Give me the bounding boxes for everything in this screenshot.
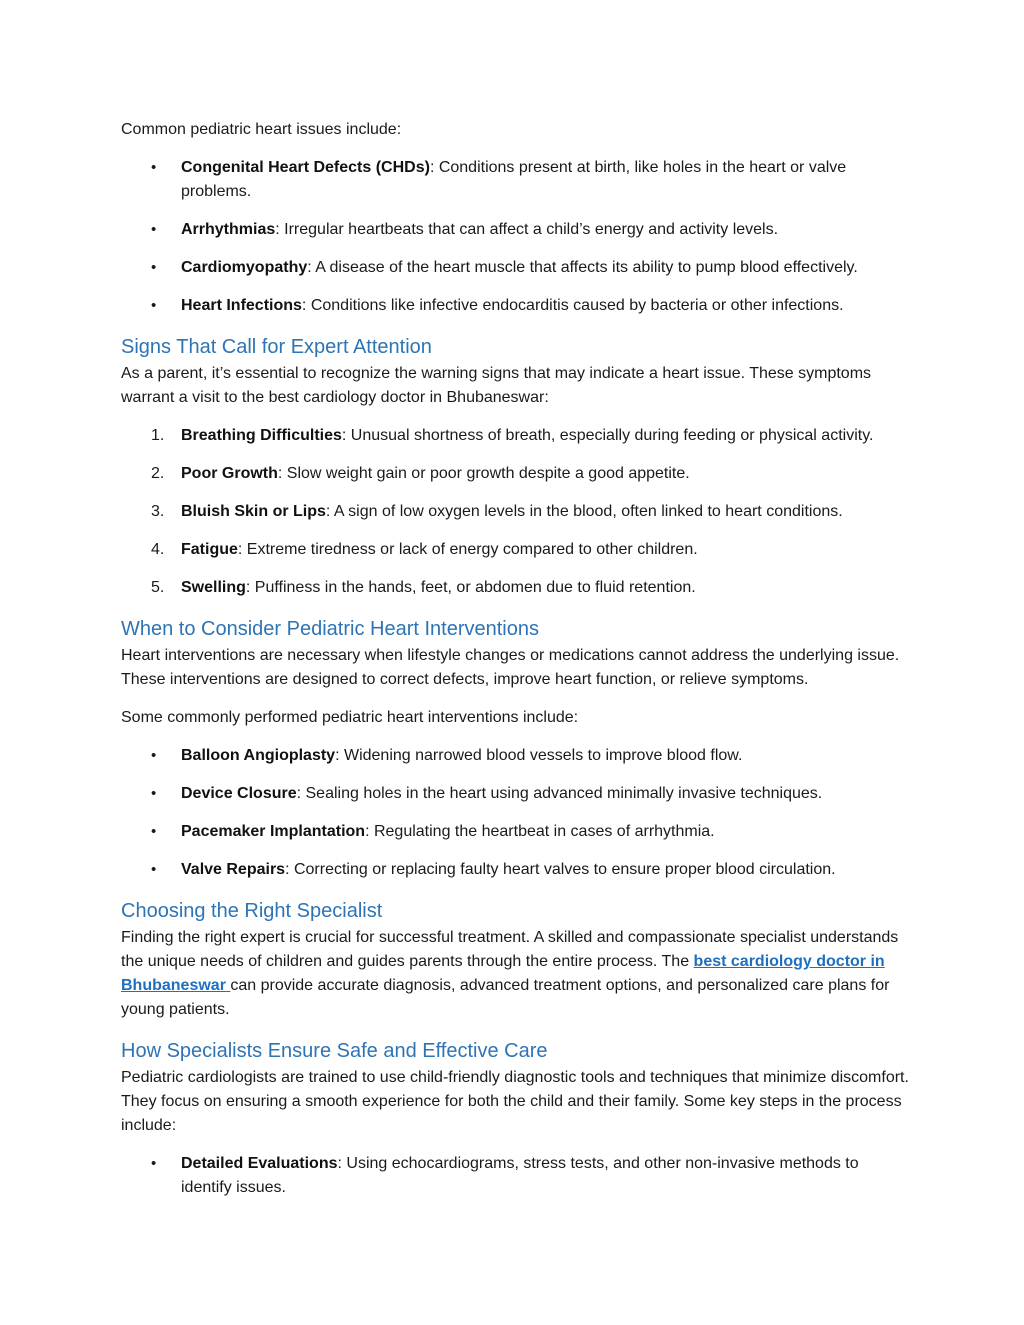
list-item: • Congenital Heart Defects (CHDs): Conditions present at birth, like holes in the heart or valve problems. <box>121 156 911 204</box>
care-list <box>121 1152 911 1200</box>
issues-list <box>121 156 911 318</box>
bullet: • <box>151 747 157 764</box>
specialist-section <box>121 898 911 1022</box>
list-item: • Heart Infections: Conditions like infective endocarditis caused by bacteria or other infections. <box>121 294 911 318</box>
section-heading: How Specialists Ensure Safe and Effective Care <box>121 1040 548 1062</box>
bullet: • <box>151 785 157 802</box>
list-item: • Cardiomyopathy: A disease of the heart muscle that affects its ability to pump blood effectively. <box>121 256 911 280</box>
bullet: • <box>151 259 157 276</box>
section-heading: When to Consider Pediatric Heart Interventions <box>121 618 539 640</box>
bullet: • <box>151 823 157 840</box>
section-heading: Signs That Call for Expert Attention <box>121 336 432 358</box>
interventions-list <box>121 744 911 882</box>
list-item: • Balloon Angioplasty: Widening narrowed blood vessels to improve blood flow. <box>121 744 911 768</box>
list-item: • Arrhythmias: Irregular heartbeats that can affect a child’s energy and activity levels. <box>121 218 911 242</box>
document-page <box>121 118 911 1200</box>
section-text: Heart interventions are necessary when lifestyle changes or medications cannot address the underlying issue. These interventions are designed to correct defects, improve heart function, or relieve symptoms. <box>121 647 900 688</box>
list-item: • Detailed Evaluations: Using echocardiograms, stress tests, and other non-invasive methods to identify issues. <box>121 1152 911 1200</box>
list-item: 2. Poor Growth: Slow weight gain or poor growth despite a good appetite. <box>151 465 690 482</box>
care-section <box>121 1038 911 1138</box>
section-text: Some commonly performed pediatric heart interventions include: <box>121 709 579 726</box>
list-item: • Valve Repairs: Correcting or replacing faulty heart valves to ensure proper blood circulation. <box>121 858 911 882</box>
list-item: • Pacemaker Implantation: Regulating the heartbeat in cases of arrhythmia. <box>121 820 911 844</box>
signs-list <box>121 424 911 600</box>
intro-text: Common pediatric heart issues include: <box>121 121 402 138</box>
list-item: • Device Closure: Sealing holes in the heart using advanced minimally invasive techniques. <box>121 782 911 806</box>
section-text: Pediatric cardiologists are trained to use child-friendly diagnostic tools and techniques that minimize discomfort. They focus on ensuring a smooth experience for both the child and their family. Some key steps in the process include: <box>121 1069 909 1134</box>
bullet: • <box>151 1155 157 1172</box>
section-text: As a parent, it’s essential to recognize the warning signs that may indicate a heart issue. These symptoms warrant a visit to the best cardiology doctor in Bhubaneswar: <box>121 365 872 406</box>
interventions-section <box>121 616 911 692</box>
signs-section <box>121 334 911 410</box>
bullet: • <box>151 297 157 314</box>
section-text: Finding the right expert is crucial for successful treatment. A skilled and compassionate specialist understands the unique needs of children and guides parents through the entire process. The best cardiology doctor in Bhubaneswar can provide accurate diagnosis, advanced treatment options, and personalized care plans for young patients. <box>121 929 899 1018</box>
section-heading: Choosing the Right Specialist <box>121 900 383 922</box>
bullet: • <box>151 221 157 238</box>
list-item: 4. Fatigue: Extreme tiredness or lack of energy compared to other children. <box>151 541 698 558</box>
cardiology-doctor-link[interactable]: best cardiology doctor in Bhubaneswar <box>121 953 885 994</box>
bullet: • <box>151 861 157 878</box>
list-item: 3. Bluish Skin or Lips: A sign of low oxygen levels in the blood, often linked to heart conditions. <box>151 503 843 520</box>
list-item: 1. Breathing Difficulties: Unusual shortness of breath, especially during feeding or physical activity. <box>151 427 874 444</box>
list-item: 5. Swelling: Puffiness in the hands, feet, or abdomen due to fluid retention. <box>151 579 696 596</box>
bullet: • <box>151 159 157 176</box>
